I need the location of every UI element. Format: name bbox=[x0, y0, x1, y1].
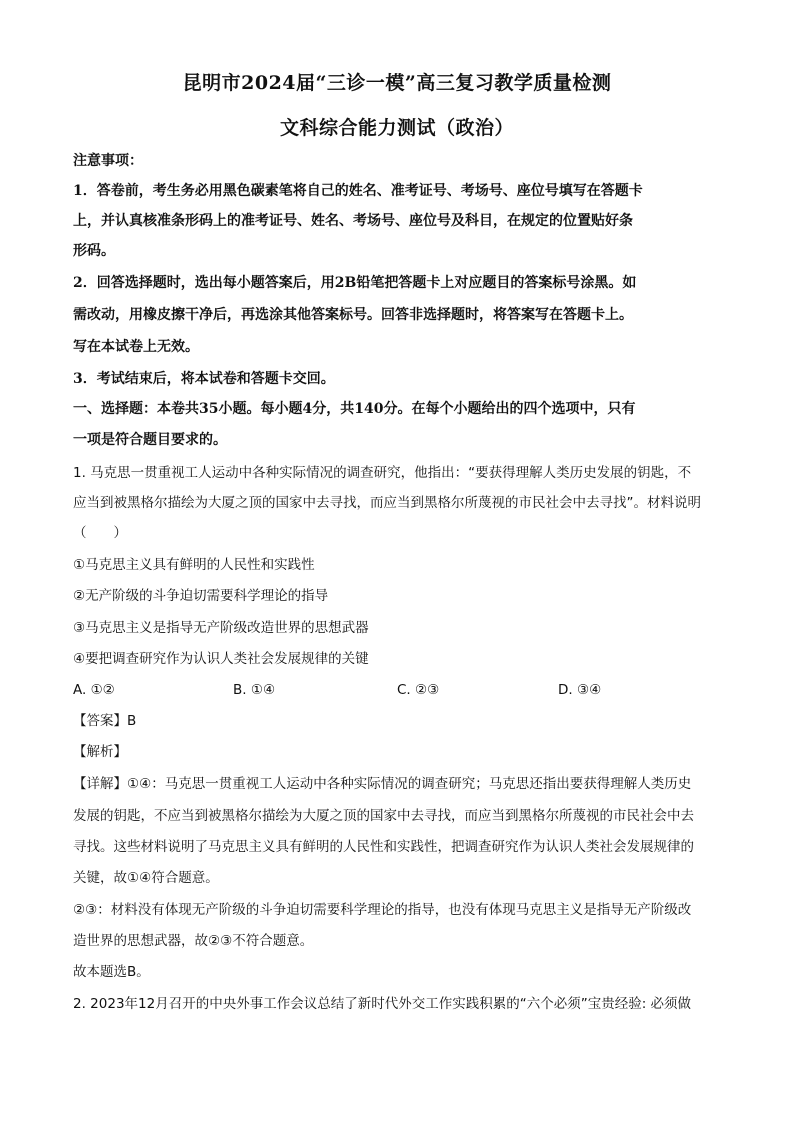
q1-statement-4: ④要把调查研究作为认识人类社会发展规律的关键 bbox=[73, 651, 369, 667]
q1-detail-line-5: ②③：材料没有体现无产阶级的斗争迫切需要科学理论的指导，也没有体现马克思主义是指导无产阶级改 bbox=[73, 902, 692, 918]
section-heading-line-2: 一项是符合题目要求的。 bbox=[73, 432, 227, 448]
q1-statement-2: ②无产阶级的斗争迫切需要科学理论的指导 bbox=[73, 588, 329, 604]
q1-detail-line-1: 【详解】①④：马克思一贯重视工人运动中各种实际情况的调查研究；马克思还指出要获得理解人类历史 bbox=[73, 776, 692, 792]
notice-item-1-line-2: 上，并认真核准条形码上的准考证号、姓名、考场号、座位号及科目，在规定的位置贴好条 bbox=[73, 213, 633, 229]
notice-heading: 注意事项： bbox=[73, 153, 143, 169]
answer-tag: 【答案】 bbox=[73, 713, 127, 729]
q1-analysis-tag: 【解析】 bbox=[73, 744, 127, 760]
q1-detail-line-3: 寻找。这些材料说明了马克思主义具有鲜明的人民性和实践性，把调查研究作为认识人类社会发展规律的 bbox=[73, 839, 694, 855]
exam-title: 昆明市2024届“三诊一模”高三复习教学质量检测 bbox=[182, 72, 612, 94]
notice-item-2-line-2: 需改动，用橡皮擦干净后，再选涂其他答案标号。回答非选择题时，将答案写在答题卡上。 bbox=[73, 307, 633, 323]
q1-detail-line-6: 造世界的思想武器，故②③不符合题意。 bbox=[73, 933, 314, 949]
notice-item-1-line-1: 1．答卷前，考生务必用黑色碳素笔将自己的姓名、准考证号、考场号、座位号填写在答题卡 bbox=[73, 183, 643, 199]
exam-subtitle: 文科综合能力测试（政治） bbox=[279, 117, 514, 139]
q2-stem-line-1: 2. 2023年12月召开的中央外事工作会议总结了新时代外交工作实践积累的“六个必须”宝贵经验: 必须做 bbox=[73, 996, 692, 1012]
q1-answer bbox=[73, 711, 733, 731]
q1-option-d: D. ③④ bbox=[558, 682, 602, 698]
q1-detail-line-2: 发展的钥匙，不应当到被黑格尔描绘为大厦之顶的国家中去寻找，而应当到黑格尔所蔑视的市民社会中去 bbox=[73, 808, 694, 824]
notice-item-2-line-1: 2．回答选择题时，选出每小题答案后，用2B铅笔把答题卡上对应题目的答案标号涂黑。如 bbox=[73, 275, 637, 291]
q1-stem-line-1: 1. 马克思一贯重视工人运动中各种实际情况的调查研究，他指出：“要获得理解人类历史发展的钥匙，不 bbox=[73, 465, 692, 481]
q1-stem-line-3: （ ） bbox=[73, 525, 127, 541]
q1-option-a: A. ①② bbox=[73, 682, 115, 698]
q1-detail-line-4: 关键，故①④符合题意。 bbox=[73, 870, 219, 886]
q1-option-c: C. ②③ bbox=[397, 682, 440, 698]
q1-conclusion: 故本题选B。 bbox=[73, 964, 150, 980]
answer-value: B bbox=[127, 713, 137, 729]
q1-statement-3: ③马克思主义是指导无产阶级改造世界的思想武器 bbox=[73, 620, 369, 636]
notice-item-3: 3．考试结束后，将本试卷和答题卡交回。 bbox=[73, 371, 335, 387]
q1-option-b: B. ①④ bbox=[233, 682, 276, 698]
notice-item-2-line-3: 写在本试卷上无效。 bbox=[73, 339, 199, 355]
notice-item-1-line-3: 形码。 bbox=[73, 243, 115, 259]
section-heading-line-1: 一、选择题：本卷共35小题。每小题4分，共140分。在每个小题给出的四个选项中，只有 bbox=[73, 401, 636, 417]
q1-stem-line-2: 应当到被黑格尔描绘为大厦之顶的国家中去寻找，而应当到黑格尔所蔑视的市民社会中去寻找”。材料说明 bbox=[73, 495, 701, 511]
q1-statement-1: ①马克思主义具有鲜明的人民性和实践性 bbox=[73, 557, 315, 573]
